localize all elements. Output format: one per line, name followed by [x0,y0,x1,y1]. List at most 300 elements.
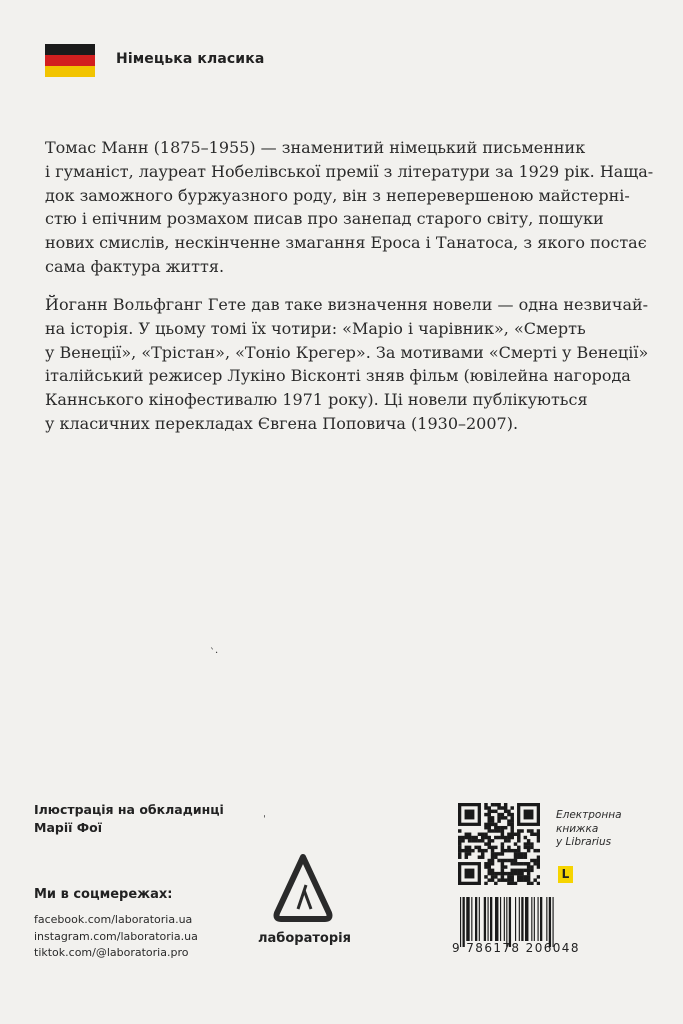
qr-module [507,849,510,852]
qr-module [494,875,497,878]
qr-module [497,826,500,829]
barcode-bar [531,897,532,941]
print-speck: ˋ· [210,648,219,659]
qr-module [517,875,520,878]
qr-module [494,823,497,826]
qr-module [527,869,530,872]
qr-module [510,872,513,875]
qr-module [527,842,530,845]
flag-stripe-red [45,55,95,66]
qr-module [520,872,523,875]
qr-module [471,849,474,852]
qr-module [504,859,507,862]
qr-module [520,869,523,872]
qr-module [488,869,491,872]
qr-module [465,846,468,849]
barcode-bar [549,897,551,947]
qr-module [497,878,500,881]
qr-module [491,869,494,872]
qr-module [484,849,487,852]
qr-module [514,882,517,885]
qr-module [527,846,530,849]
barcode-bar [538,897,539,941]
qr-module [491,846,494,849]
qr-module [484,836,487,839]
barcode-bar [525,897,528,941]
qr-module [491,878,494,881]
qr-module [510,869,513,872]
qr-module [458,849,461,852]
qr-module [478,849,481,852]
qr-module [494,855,497,858]
qr-module [527,878,530,881]
qr-module [497,806,500,809]
qr-module [491,829,494,832]
qr-module [530,869,533,872]
qr-finder [524,810,534,820]
barcode-bar [466,897,469,941]
qr-module [501,865,504,868]
qr-module [510,823,513,826]
qr-module [507,810,510,813]
paragraph-line: італійський режисер Лукіно Вісконті зняв фільм (ювілейна нагорода [45,366,631,386]
qr-module [491,849,494,852]
qr-module [533,878,536,881]
qr-module [533,849,536,852]
qr-module [530,882,533,885]
qr-module [510,836,513,839]
qr-module [510,829,513,832]
qr-module [520,878,523,881]
flag-stripe-gold [45,66,95,77]
qr-module [491,862,494,865]
qr-module [514,849,517,852]
qr-module [510,816,513,819]
qr-module [494,803,497,806]
qr-module [507,813,510,816]
qr-module [514,872,517,875]
qr-module [530,859,533,862]
qr-module [507,833,510,836]
qr-module [465,849,468,852]
barcode-bar [500,897,501,941]
illustration-credit-line: Марії Фої [34,820,103,835]
qr-module [537,829,540,832]
qr-module [494,829,497,832]
qr-module [484,826,487,829]
qr-module [501,852,504,855]
qr-module [504,810,507,813]
qr-finder [465,869,475,879]
ebook-line: книжка [556,822,599,835]
qr-module [510,819,513,822]
qr-module [484,865,487,868]
qr-module [491,810,494,813]
qr-module [527,829,530,832]
qr-module [501,829,504,832]
qr-module [497,803,500,806]
qr-module [530,829,533,832]
qr-code-icon[interactable] [458,803,540,885]
paragraph-line: і гуманіст, лауреат Нобелівської премії з літератури за 1929 рік. Наща- [45,161,654,181]
barcode-bar [506,897,507,947]
qr-module [491,855,494,858]
qr-module [497,816,500,819]
qr-module [471,839,474,842]
qr-module [468,846,471,849]
barcode-bar [509,897,511,947]
qr-module [488,865,491,868]
qr-module [514,869,517,872]
flag-stripe-black [45,44,95,55]
paragraph-line: сама фактура життя. [45,256,225,276]
qr-module [488,823,491,826]
publisher-name: лабораторія [258,931,351,946]
qr-module [494,810,497,813]
qr-module [488,836,491,839]
qr-module [458,829,461,832]
qr-module [497,819,500,822]
ebook-line: у Librarius [556,836,612,848]
qr-module [517,872,520,875]
qr-module [491,875,494,878]
qr-module [481,852,484,855]
qr-module [520,875,523,878]
qr-module [533,859,536,862]
qr-module [468,849,471,852]
qr-module [488,819,491,822]
qr-module [501,813,504,816]
qr-module [517,833,520,836]
barcode-bar [479,897,480,941]
qr-module [527,839,530,842]
qr-module [478,839,481,842]
barcode-bar [490,897,492,941]
qr-module [517,836,520,839]
qr-module [527,875,530,878]
qr-module [533,862,536,865]
qr-module [507,819,510,822]
german-flag-icon [45,44,95,77]
qr-module [510,813,513,816]
qr-module [537,875,540,878]
tiktok-link[interactable]: tiktok.com/@laboratoria.pro [34,946,189,959]
instagram-link[interactable]: instagram.com/laboratoria.ua [34,929,198,943]
qr-module [488,859,491,862]
qr-module [461,849,464,852]
qr-module [524,842,527,845]
qr-module [537,839,540,842]
qr-module [478,855,481,858]
author-paragraph [45,136,654,279]
qr-module [465,852,468,855]
paragraph-line: стю і епічним розмахом писав про занепад старого світу, пошуки [45,209,604,229]
qr-module [507,859,510,862]
barcode-bar [471,897,472,941]
qr-module [537,865,540,868]
qr-module [517,878,520,881]
laboratoria-logo-icon [273,853,333,923]
qr-module [501,842,504,845]
qr-module [520,862,523,865]
qr-module [501,862,504,865]
qr-module [488,842,491,845]
qr-module [488,846,491,849]
series-title: Німецька класика [116,51,265,67]
qr-module [488,839,491,842]
illustration-credit [34,801,224,837]
qr-module [474,846,477,849]
qr-module [517,849,520,852]
barcode-bar [540,897,542,941]
barcode-bar [495,897,498,941]
qr-module [524,875,527,878]
paragraph-line: у класичних перекладах Євгена Поповича (1930–2007). [45,413,519,433]
barcode-bar [546,897,547,941]
qr-module [458,836,461,839]
qr-module [507,839,510,842]
qr-module [481,839,484,842]
qr-module [488,806,491,809]
qr-module [517,839,520,842]
qr-module [501,859,504,862]
qr-module [488,878,491,881]
qr-module [481,849,484,852]
qr-module [478,833,481,836]
qr-module [494,872,497,875]
qr-module [504,849,507,852]
qr-module [504,839,507,842]
qr-module [517,852,520,855]
qr-module [504,816,507,819]
qr-module [524,852,527,855]
qr-module [514,842,517,845]
qr-module [484,842,487,845]
qr-module [474,836,477,839]
qr-module [497,852,500,855]
qr-module [458,855,461,858]
paragraph-line: Каннського кінофестивалю 1971 року). Ці новели публікуються [45,390,588,410]
qr-module [524,846,527,849]
qr-module [491,859,494,862]
qr-module [510,859,513,862]
qr-module [481,855,484,858]
qr-module [501,826,504,829]
qr-module [497,872,500,875]
qr-module [491,839,494,842]
qr-module [491,823,494,826]
qr-module [514,852,517,855]
qr-module [504,803,507,806]
qr-module [507,872,510,875]
qr-module [530,842,533,845]
qr-module [494,882,497,885]
barcode-bar [463,897,465,947]
qr-module [484,882,487,885]
qr-module [465,833,468,836]
qr-module [507,836,510,839]
qr-module [537,836,540,839]
qr-module [501,872,504,875]
isbn-number: 9 786178 206048 [452,941,580,955]
qr-module [504,836,507,839]
qr-module [465,855,468,858]
qr-module [527,865,530,868]
qr-module [514,859,517,862]
qr-module [524,862,527,865]
qr-module [517,862,520,865]
qr-module [488,826,491,829]
social-links [34,912,198,962]
qr-module [510,882,513,885]
qr-module [501,846,504,849]
qr-module [530,865,533,868]
qr-module [484,803,487,806]
qr-module [510,862,513,865]
qr-module [488,872,491,875]
qr-module [484,862,487,865]
barcode-bar [460,897,461,947]
barcode-bar [534,897,535,941]
qr-module [530,833,533,836]
barcode-bar [475,897,477,941]
qr-module [497,829,500,832]
qr-module [537,859,540,862]
qr-module [524,855,527,858]
qr-module [517,869,520,872]
qr-module [520,855,523,858]
barcode-bar [488,897,489,941]
qr-module [510,806,513,809]
qr-module [465,836,468,839]
qr-module [484,823,487,826]
qr-module [491,852,494,855]
qr-module [517,829,520,832]
qr-module [537,849,540,852]
qr-module [507,878,510,881]
qr-module [488,813,491,816]
qr-module [504,872,507,875]
qr-module [510,833,513,836]
qr-module [501,869,504,872]
qr-module [484,806,487,809]
qr-module [527,862,530,865]
qr-module [524,869,527,872]
qr-module [507,875,510,878]
qr-module [458,842,461,845]
qr-module [494,826,497,829]
qr-module [484,833,487,836]
qr-module [507,823,510,826]
qr-module [501,849,504,852]
qr-module [533,833,536,836]
qr-module [510,878,513,881]
librarius-badge-icon: L [558,866,573,883]
facebook-link[interactable]: facebook.com/laboratoria.ua [34,913,193,926]
qr-module [504,865,507,868]
qr-module [497,859,500,862]
ebook-note [556,809,622,850]
qr-module [491,803,494,806]
paragraph-line: док заможного буржуазного роду, він з неперевершеною майстерні- [45,185,630,205]
qr-module [530,846,533,849]
qr-module [537,855,540,858]
book-paragraph [45,293,649,436]
qr-module [481,836,484,839]
qr-module [504,826,507,829]
qr-module [510,875,513,878]
qr-module [501,816,504,819]
barcode-bar [521,897,523,941]
qr-module [504,878,507,881]
qr-module [537,862,540,865]
qr-module [458,839,461,842]
barcode-bar [519,897,520,941]
qr-module [501,833,504,836]
qr-module [514,862,517,865]
qr-module [537,882,540,885]
illustration-credit-line: Ілюстрація на обкладинці [34,802,224,817]
qr-module [484,875,487,878]
qr-module [458,846,461,849]
qr-module [520,852,523,855]
print-speck: ˈ [263,815,266,826]
qr-module [468,839,471,842]
qr-module [491,819,494,822]
qr-module [501,806,504,809]
qr-module [527,872,530,875]
qr-module [510,849,513,852]
qr-module [527,882,530,885]
qr-module [461,839,464,842]
qr-module [481,833,484,836]
qr-module [494,846,497,849]
qr-module [501,836,504,839]
qr-module [468,833,471,836]
paragraph-line: Йоганн Вольфганг Гете дав таке визначення новели — одна незвичай- [45,295,649,314]
social-title: Ми в соцмережах: [34,887,173,902]
qr-module [461,836,464,839]
qr-module [497,813,500,816]
qr-module [514,833,517,836]
ebook-line: Електронна [556,809,622,821]
paragraph-line: у Венеції», «Трістан», «Тоніо Крегер». За мотивами «Смерті у Венеції» [45,342,649,362]
paragraph-line: Томас Манн (1875–1955) — знаменитий німецький письменник [45,138,586,157]
qr-module [471,836,474,839]
qr-module [527,849,530,852]
qr-module [484,813,487,816]
qr-module [494,836,497,839]
qr-module [510,826,513,829]
qr-module [468,836,471,839]
qr-module [514,855,517,858]
qr-module [501,878,504,881]
barcode-bar [484,897,486,941]
qr-module [488,816,491,819]
qr-module [458,852,461,855]
barcode-bar [515,897,516,941]
paragraph-line: на історія. У цьому томі їх чотири: «Маріо і чарівник», «Смерть [45,318,586,338]
qr-module [468,852,471,855]
paragraph-line: нових смислів, нескінченне змагання Ероса і Танатоса, з якого постає [45,233,647,253]
qr-module [517,855,520,858]
qr-module [497,836,500,839]
qr-module [537,833,540,836]
barcode-bar [553,897,554,947]
qr-module [524,878,527,881]
qr-module [520,829,523,832]
qr-finder [465,810,475,820]
